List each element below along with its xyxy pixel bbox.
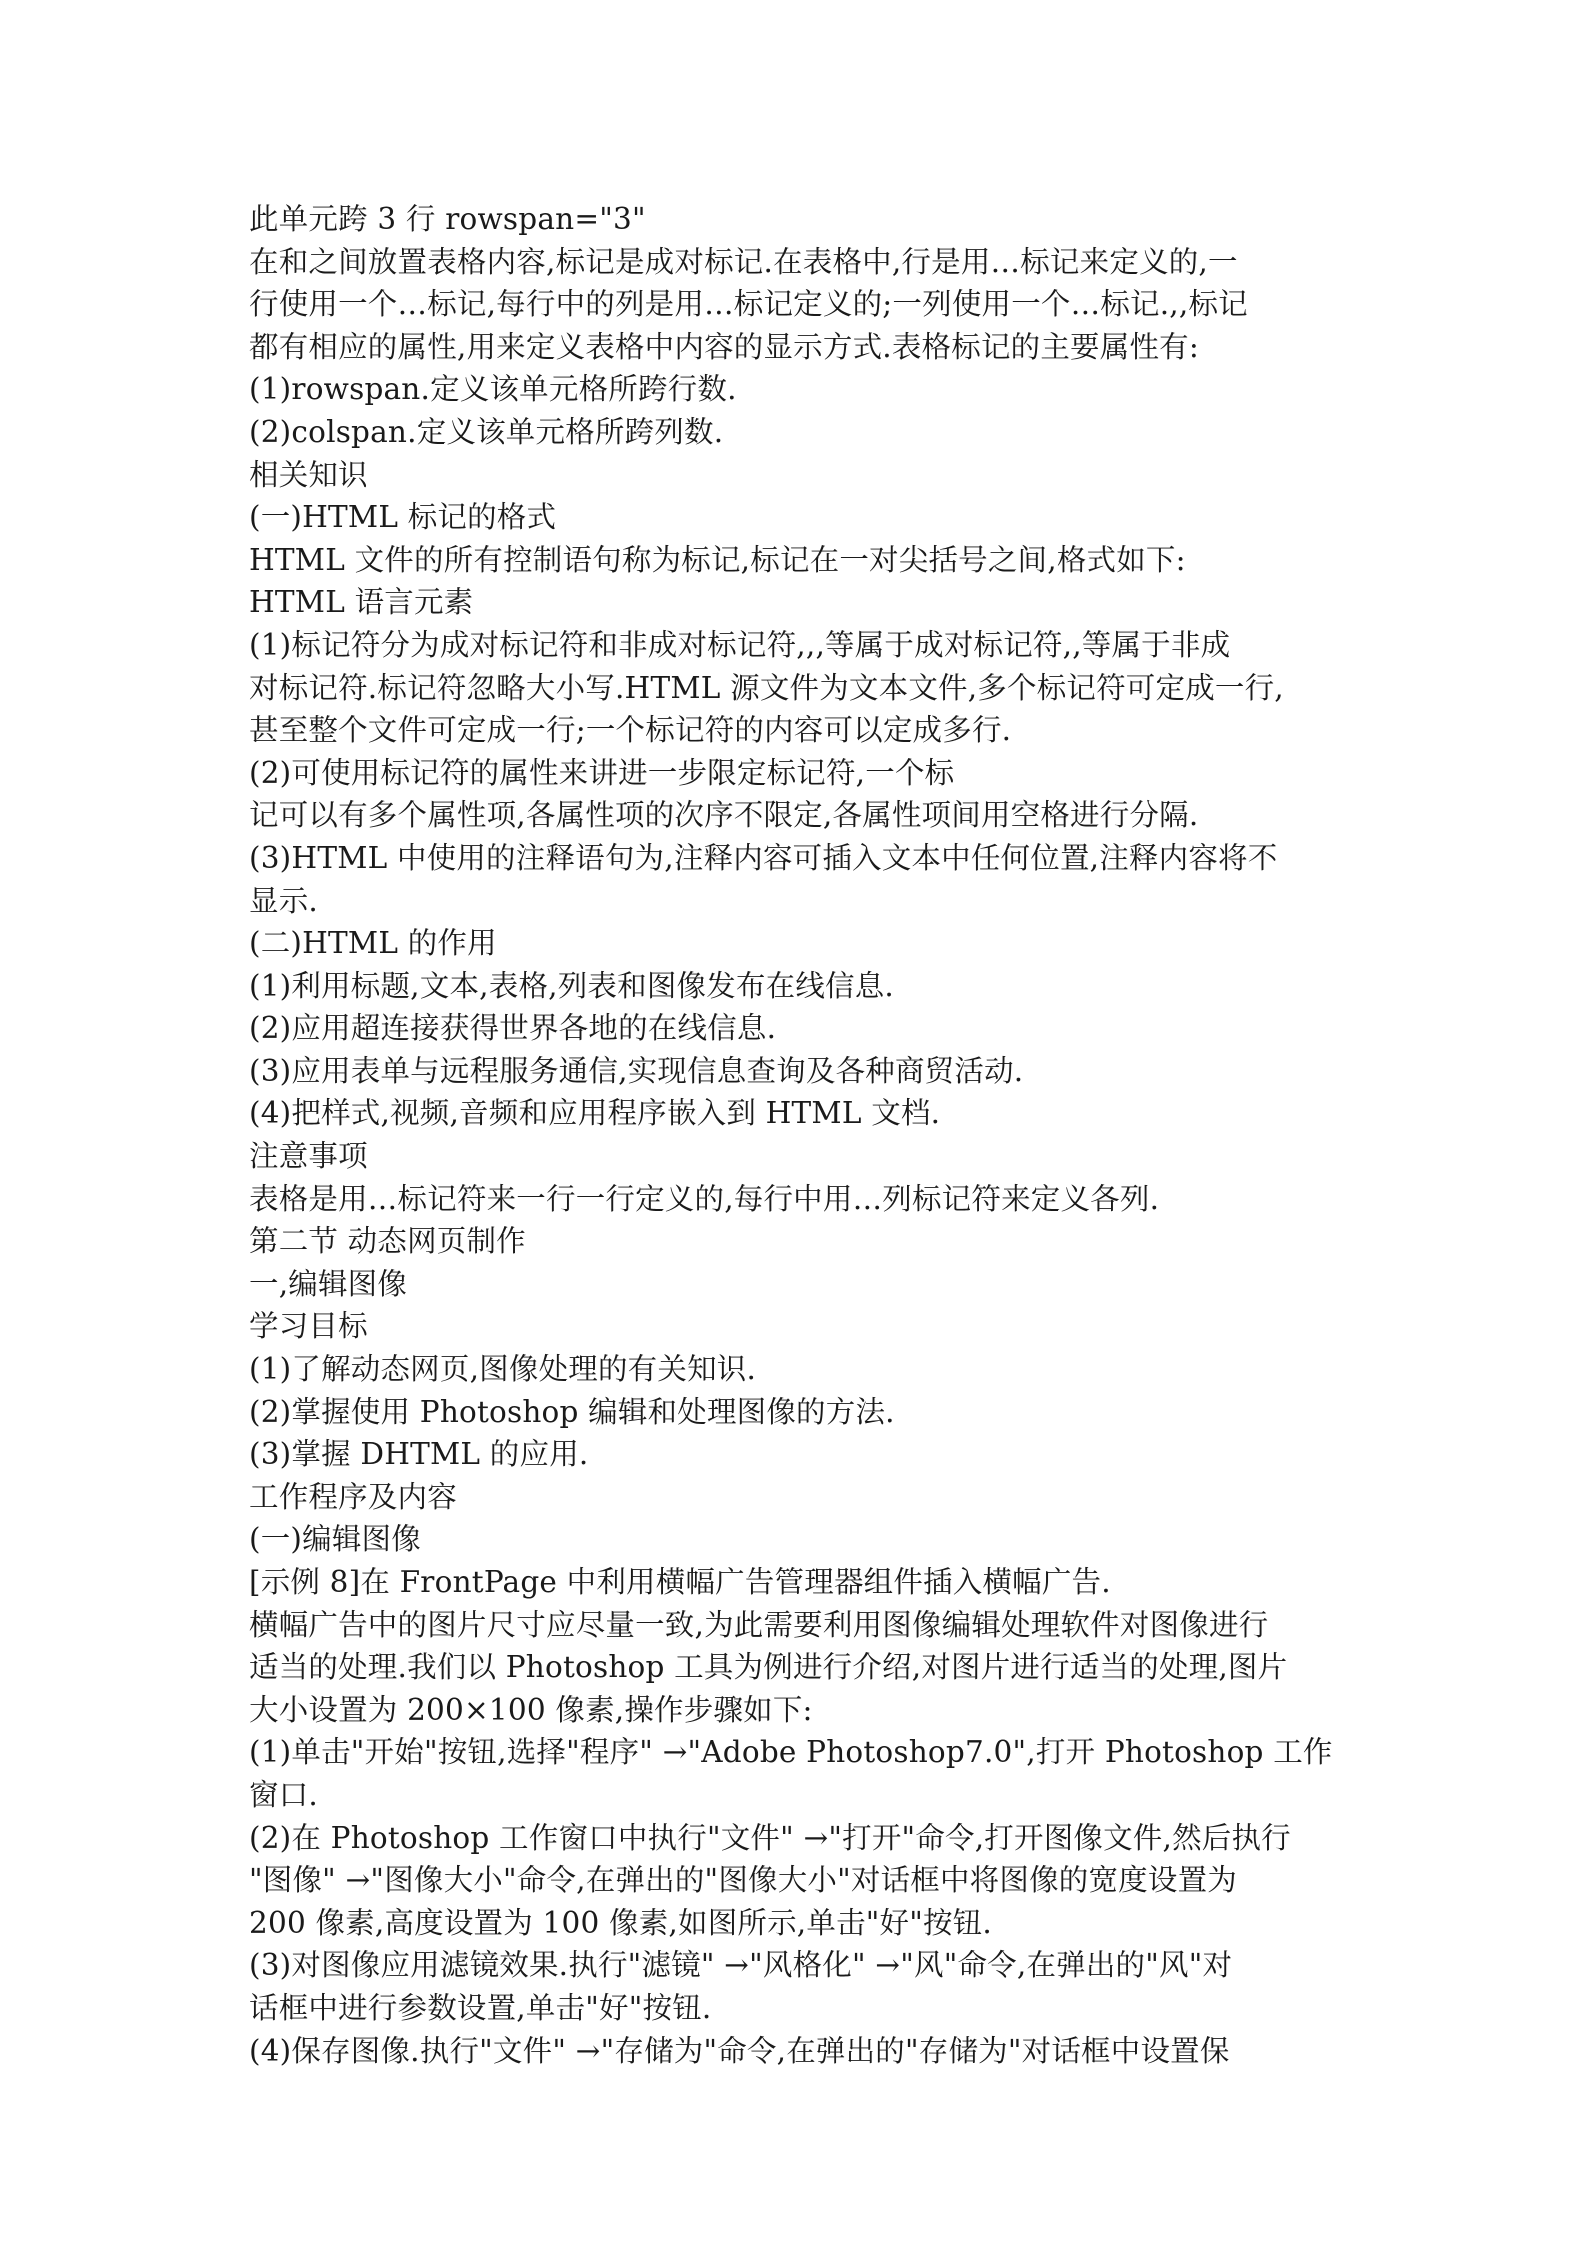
text-line: "图像" →"图像大小"命令,在弹出的"图像大小"对话框中将图像的宽度设置为 bbox=[249, 1863, 1237, 1898]
step-item: (4)保存图像.执行"文件" →"存储为"命令,在弹出的"存储为"对话框中设置保 bbox=[249, 2033, 1230, 2068]
list-item: (2)可使用标记符的属性来讲进一步限定标记符,一个标 bbox=[249, 755, 955, 790]
list-item: (2)colspan.定义该单元格所跨列数. bbox=[249, 414, 724, 449]
list-item: (1)标记符分为成对标记符和非成对标记符,,,等属于成对标记符,,等属于非成 bbox=[249, 627, 1231, 662]
text-line: 在和之间放置表格内容,标记是成对标记.在表格中,行是用…标记来定义的,一 bbox=[249, 244, 1238, 279]
subsection-heading: (一)HTML 标记的格式 bbox=[249, 500, 557, 535]
text-line: 表格是用…标记符来一行一行定义的,每行中用…列标记符来定义各列. bbox=[249, 1181, 1160, 1216]
list-item: (1)了解动态网页,图像处理的有关知识. bbox=[249, 1352, 757, 1387]
text-line: 甚至整个文件可定成一行;一个标记符的内容可以定成多行. bbox=[249, 713, 1012, 748]
text-line: 适当的处理.我们以 Photoshop 工具为例进行介绍,对图片进行适当的处理,图片 bbox=[249, 1650, 1288, 1685]
step-item: (1)单击"开始"按钮,选择"程序" →"Adobe Photoshop7.0",打开 Photoshop 工作 bbox=[249, 1735, 1333, 1770]
section-heading: 学习目标 bbox=[249, 1309, 368, 1344]
text-line: HTML 文件的所有控制语句称为标记,标记在一对尖括号之间,格式如下: bbox=[249, 542, 1186, 577]
section-heading: 相关知识 bbox=[249, 457, 368, 492]
document-body bbox=[249, 198, 1359, 2072]
list-item: (3)应用表单与远程服务通信,实现信息查询及各种商贸活动. bbox=[249, 1053, 1024, 1088]
list-item: (2)掌握使用 Photoshop 编辑和处理图像的方法. bbox=[249, 1394, 895, 1429]
section-heading: 注意事项 bbox=[249, 1139, 368, 1174]
subsection-heading: (一)编辑图像 bbox=[249, 1522, 421, 1557]
subsection-heading: (二)HTML 的作用 bbox=[249, 926, 497, 961]
text-line: 对标记符.标记符忽略大小写.HTML 源文件为文本文件,多个标记符可定成一行, bbox=[249, 670, 1284, 705]
list-item: (4)把样式,视频,音频和应用程序嵌入到 HTML 文档. bbox=[249, 1096, 941, 1131]
text-line: 横幅广告中的图片尺寸应尽量一致,为此需要利用图像编辑处理软件对图像进行 bbox=[249, 1607, 1269, 1642]
text-line: 窗口. bbox=[249, 1777, 318, 1812]
text-line: 行使用一个…标记,每行中的列是用…标记定义的;一列使用一个…标记.,,标记 bbox=[249, 287, 1248, 322]
list-item: (2)应用超连接获得世界各地的在线信息. bbox=[249, 1011, 777, 1046]
text-line: 话框中进行参数设置,单击"好"按钮. bbox=[249, 1990, 712, 2025]
text-line: 记可以有多个属性项,各属性项的次序不限定,各属性项间用空格进行分隔. bbox=[249, 798, 1199, 833]
text-line: 都有相应的属性,用来定义表格中内容的显示方式.表格标记的主要属性有: bbox=[249, 329, 1199, 364]
text-line: HTML 语言元素 bbox=[249, 585, 474, 620]
section-heading: 一,编辑图像 bbox=[249, 1266, 408, 1301]
section-heading: 工作程序及内容 bbox=[249, 1479, 457, 1514]
list-item: (3)掌握 DHTML 的应用. bbox=[249, 1437, 589, 1472]
text-line: 显示. bbox=[249, 883, 318, 918]
example-title: [示例 8]在 FrontPage 中利用横幅广告管理器组件插入横幅广告. bbox=[249, 1565, 1111, 1599]
list-item: (1)rowspan.定义该单元格所跨行数. bbox=[249, 372, 737, 407]
text-line: 200 像素,高度设置为 100 像素,如图所示,单击"好"按钮. bbox=[249, 1905, 992, 1940]
list-item: (3)HTML 中使用的注释语句为,注释内容可插入文本中任何位置,注释内容将不 bbox=[249, 840, 1278, 875]
list-item: (1)利用标题,文本,表格,列表和图像发布在线信息. bbox=[249, 968, 894, 1003]
step-item: (2)在 Photoshop 工作窗口中执行"文件" →"打开"命令,打开图像文件,然后执行 bbox=[249, 1820, 1291, 1855]
text-line: 大小设置为 200×100 像素,操作步骤如下: bbox=[249, 1692, 813, 1727]
chapter-heading: 第二节 动态网页制作 bbox=[249, 1224, 526, 1259]
step-item: (3)对图像应用滤镜效果.执行"滤镜" →"风格化" →"风"命令,在弹出的"风"对 bbox=[249, 1948, 1233, 1983]
text-line: 此单元跨 3 行 rowspan="3" bbox=[249, 202, 646, 236]
